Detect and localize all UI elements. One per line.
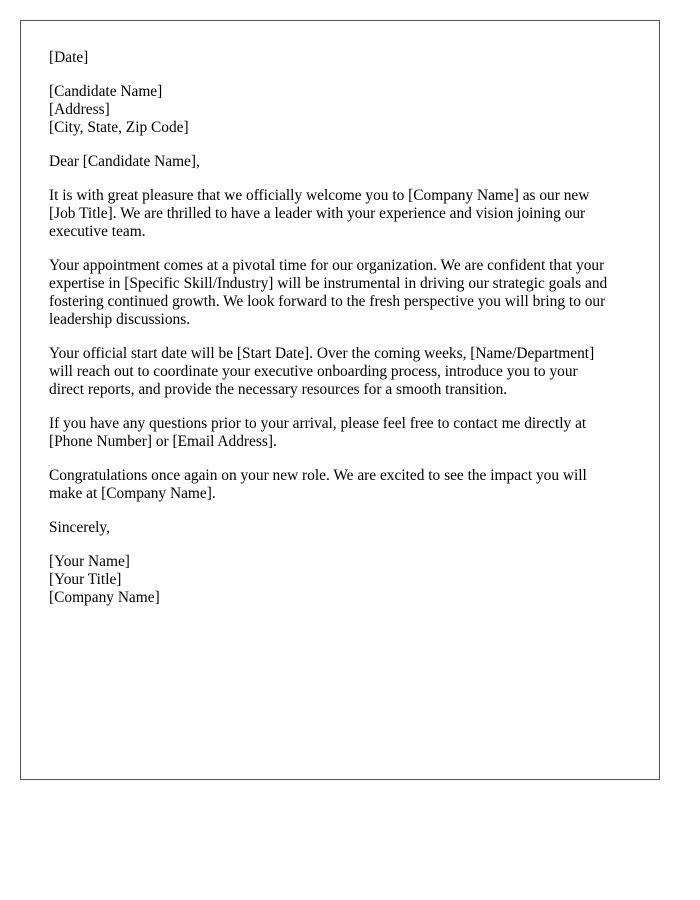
letter-body	[49, 49, 633, 623]
salutation-block	[49, 153, 633, 171]
paragraph-congratulations	[49, 467, 633, 503]
date-block	[49, 49, 633, 67]
paragraph-questions	[49, 415, 633, 451]
paragraph-line: Your appointment comes at a pivotal time for our organization. We are confident that your	[49, 257, 605, 274]
signature-block	[49, 553, 633, 607]
salutation: Dear [Candidate Name],	[49, 153, 200, 170]
paragraph-line: Your official start date will be [Start Date]. Over the coming weeks, [Name/Department]	[49, 345, 595, 362]
paragraph-line: [Phone Number] or [Email Address].	[49, 433, 277, 450]
paragraph-line: executive team.	[49, 223, 146, 240]
recipient-address-block	[49, 83, 633, 137]
paragraph-line: direct reports, and provide the necessary resources for a smooth transition.	[49, 381, 508, 398]
paragraph-line: If you have any questions prior to your arrival, please feel free to contact me directly at	[49, 415, 587, 432]
paragraph-line: It is with great pleasure that we officially welcome you to [Company Name] as our new	[49, 187, 590, 204]
paragraph-appointment	[49, 257, 633, 329]
signature-company: [Company Name]	[49, 589, 160, 606]
paragraph-welcome	[49, 187, 633, 241]
recipient-name: [Candidate Name]	[49, 83, 163, 100]
signature-name: [Your Name]	[49, 553, 130, 570]
paragraph-line: fostering continued growth. We look forward to the fresh perspective you will bring to our	[49, 293, 606, 310]
paragraph-line: make at [Company Name].	[49, 485, 216, 502]
paragraph-line: leadership discussions.	[49, 311, 191, 328]
paragraph-line: [Job Title]. We are thrilled to have a leader with your experience and vision joining our	[49, 205, 586, 222]
paragraph-start-date	[49, 345, 633, 399]
closing: Sincerely,	[49, 519, 110, 536]
letter-date: [Date]	[49, 49, 89, 66]
recipient-address: [Address]	[49, 101, 110, 118]
paragraph-line: expertise in [Specific Skill/Industry] will be instrumental in driving our strategic goals and	[49, 275, 608, 292]
recipient-city-state-zip: [City, State, Zip Code]	[49, 119, 189, 136]
letter-page	[20, 20, 660, 780]
closing-block	[49, 519, 633, 537]
signature-title: [Your Title]	[49, 571, 122, 588]
paragraph-line: Congratulations once again on your new role. We are excited to see the impact you will	[49, 467, 587, 484]
paragraph-line: will reach out to coordinate your executive onboarding process, introduce you to your	[49, 363, 578, 380]
